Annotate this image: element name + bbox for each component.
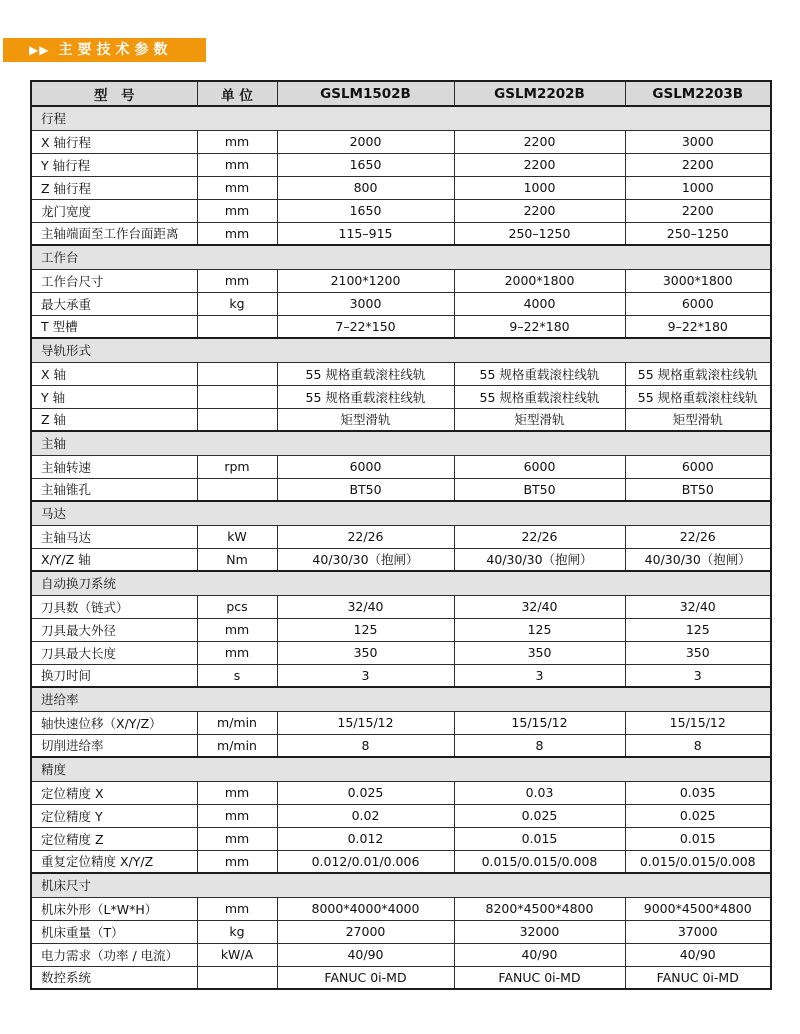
- table-row: [31, 966, 771, 989]
- table-row: [31, 827, 771, 850]
- unit-cell: rpm: [197, 455, 277, 478]
- table-row: [31, 199, 771, 222]
- value-cell: 0.012/0.01/0.006: [277, 850, 454, 873]
- value-cell: 15/15/12: [277, 711, 454, 734]
- unit-cell: mm: [197, 130, 277, 153]
- param-name: Y 轴行程: [31, 153, 197, 176]
- double-arrow-icon: ▶▶: [29, 43, 50, 57]
- table-row: [31, 455, 771, 478]
- section-title: 导轨形式: [31, 338, 771, 362]
- section-title: 马达: [31, 501, 771, 525]
- unit-cell: mm: [197, 176, 277, 199]
- value-cell: 55 规格重载滚柱线轨: [454, 385, 625, 408]
- value-cell: 125: [625, 618, 771, 641]
- value-cell: 800: [277, 176, 454, 199]
- unit-cell: mm: [197, 269, 277, 292]
- unit-cell: kg: [197, 920, 277, 943]
- value-cell: 3000: [625, 130, 771, 153]
- table-row: [31, 734, 771, 757]
- value-cell: 250–1250: [454, 222, 625, 245]
- unit-cell: mm: [197, 897, 277, 920]
- value-cell: 0.015: [625, 827, 771, 850]
- unit-cell: mm: [197, 641, 277, 664]
- param-name: 电力需求（功率 / 电流）: [31, 943, 197, 966]
- value-cell: 8000*4000*4000: [277, 897, 454, 920]
- param-name: X 轴行程: [31, 130, 197, 153]
- value-cell: 4000: [454, 292, 625, 315]
- value-cell: BT50: [454, 478, 625, 501]
- unit-cell: mm: [197, 618, 277, 641]
- value-cell: 115–915: [277, 222, 454, 245]
- param-name: 重复定位精度 X/Y/Z: [31, 850, 197, 873]
- section-row: [31, 338, 771, 362]
- unit-cell: mm: [197, 199, 277, 222]
- section-row: [31, 106, 771, 130]
- value-cell: 1650: [277, 199, 454, 222]
- param-name: X/Y/Z 轴: [31, 548, 197, 571]
- unit-cell: [197, 362, 277, 385]
- value-cell: 0.015: [454, 827, 625, 850]
- value-cell: BT50: [625, 478, 771, 501]
- param-name: 刀具最大外径: [31, 618, 197, 641]
- value-cell: 32/40: [277, 595, 454, 618]
- value-cell: 55 规格重载滚柱线轨: [277, 362, 454, 385]
- section-title-badge: [3, 38, 206, 62]
- table-row: [31, 478, 771, 501]
- value-cell: 1000: [454, 176, 625, 199]
- value-cell: FANUC 0i-MD: [625, 966, 771, 989]
- value-cell: 3: [277, 664, 454, 687]
- param-name: 数控系统: [31, 966, 197, 989]
- param-name: 定位精度 Y: [31, 804, 197, 827]
- value-cell: 9000*4500*4800: [625, 897, 771, 920]
- value-cell: 8: [625, 734, 771, 757]
- table-header: [31, 81, 771, 106]
- value-cell: 3000*1800: [625, 269, 771, 292]
- unit-cell: mm: [197, 804, 277, 827]
- value-cell: 矩型滑轨: [625, 408, 771, 431]
- value-cell: 0.015/0.015/0.008: [625, 850, 771, 873]
- unit-cell: m/min: [197, 711, 277, 734]
- value-cell: FANUC 0i-MD: [277, 966, 454, 989]
- param-name: 主轴锥孔: [31, 478, 197, 501]
- param-name: 刀具数（链式）: [31, 595, 197, 618]
- table-row: [31, 315, 771, 338]
- value-cell: 8200*4500*4800: [454, 897, 625, 920]
- value-cell: 55 规格重载滚柱线轨: [625, 362, 771, 385]
- param-name: X 轴: [31, 362, 197, 385]
- table-row: [31, 269, 771, 292]
- value-cell: 22/26: [277, 525, 454, 548]
- unit-cell: pcs: [197, 595, 277, 618]
- value-cell: 350: [454, 641, 625, 664]
- value-cell: 1650: [277, 153, 454, 176]
- section-row: [31, 245, 771, 269]
- param-name: Z 轴: [31, 408, 197, 431]
- param-name: 换刀时间: [31, 664, 197, 687]
- section-title: 精度: [31, 757, 771, 781]
- unit-cell: s: [197, 664, 277, 687]
- value-cell: 0.03: [454, 781, 625, 804]
- value-cell: 2200: [454, 130, 625, 153]
- value-cell: 2200: [625, 199, 771, 222]
- value-cell: 9–22*180: [625, 315, 771, 338]
- value-cell: 2200: [454, 199, 625, 222]
- table-row: [31, 362, 771, 385]
- table-row: [31, 920, 771, 943]
- value-cell: 3: [454, 664, 625, 687]
- value-cell: 40/30/30（抱闸）: [625, 548, 771, 571]
- table-row: [31, 897, 771, 920]
- spec-table: [30, 80, 772, 990]
- table-body: [31, 106, 771, 989]
- table-row: [31, 664, 771, 687]
- param-name: 轴快速位移（X/Y/Z）: [31, 711, 197, 734]
- value-cell: 15/15/12: [625, 711, 771, 734]
- param-name: Z 轴行程: [31, 176, 197, 199]
- unit-cell: [197, 385, 277, 408]
- value-cell: 3000: [277, 292, 454, 315]
- table-row: [31, 408, 771, 431]
- value-cell: 9–22*180: [454, 315, 625, 338]
- table-header-row: [31, 81, 771, 106]
- value-cell: 37000: [625, 920, 771, 943]
- unit-cell: Nm: [197, 548, 277, 571]
- unit-cell: mm: [197, 827, 277, 850]
- value-cell: 125: [277, 618, 454, 641]
- value-cell: FANUC 0i-MD: [454, 966, 625, 989]
- value-cell: 6000: [625, 455, 771, 478]
- value-cell: 2000*1800: [454, 269, 625, 292]
- param-name: 机床外形（L*W*H）: [31, 897, 197, 920]
- value-cell: 250–1250: [625, 222, 771, 245]
- param-name: 定位精度 X: [31, 781, 197, 804]
- value-cell: 0.035: [625, 781, 771, 804]
- table-row: [31, 525, 771, 548]
- value-cell: 55 规格重载滚柱线轨: [454, 362, 625, 385]
- table-row: [31, 153, 771, 176]
- param-name: 主轴端面至工作台面距离: [31, 222, 197, 245]
- table-row: [31, 641, 771, 664]
- column-header: GSLM1502B: [277, 81, 454, 106]
- section-title: 进给率: [31, 687, 771, 711]
- value-cell: 350: [277, 641, 454, 664]
- value-cell: 6000: [625, 292, 771, 315]
- unit-cell: kW: [197, 525, 277, 548]
- param-name: 机床重量（T）: [31, 920, 197, 943]
- value-cell: 矩型滑轨: [277, 408, 454, 431]
- column-header: 单 位: [197, 81, 277, 106]
- value-cell: 22/26: [454, 525, 625, 548]
- value-cell: 7–22*150: [277, 315, 454, 338]
- value-cell: 8: [277, 734, 454, 757]
- value-cell: 0.012: [277, 827, 454, 850]
- value-cell: 15/15/12: [454, 711, 625, 734]
- value-cell: 55 规格重载滚柱线轨: [625, 385, 771, 408]
- unit-cell: mm: [197, 850, 277, 873]
- table-row: [31, 711, 771, 734]
- value-cell: 32/40: [625, 595, 771, 618]
- value-cell: 55 规格重载滚柱线轨: [277, 385, 454, 408]
- value-cell: 2200: [625, 153, 771, 176]
- section-row: [31, 873, 771, 897]
- table-row: [31, 943, 771, 966]
- section-title: 自动换刀系统: [31, 571, 771, 595]
- param-name: 最大承重: [31, 292, 197, 315]
- unit-cell: [197, 408, 277, 431]
- param-name: 主轴马达: [31, 525, 197, 548]
- value-cell: 40/30/30（抱闸）: [454, 548, 625, 571]
- section-title: 行程: [31, 106, 771, 130]
- column-header: GSLM2203B: [625, 81, 771, 106]
- value-cell: 2000: [277, 130, 454, 153]
- value-cell: 27000: [277, 920, 454, 943]
- value-cell: 8: [454, 734, 625, 757]
- value-cell: 22/26: [625, 525, 771, 548]
- unit-cell: kg: [197, 292, 277, 315]
- unit-cell: mm: [197, 781, 277, 804]
- section-title: 工作台: [31, 245, 771, 269]
- table-row: [31, 618, 771, 641]
- column-header: 型 号: [31, 81, 197, 106]
- param-name: 定位精度 Z: [31, 827, 197, 850]
- param-name: Y 轴: [31, 385, 197, 408]
- table-row: [31, 292, 771, 315]
- value-cell: 350: [625, 641, 771, 664]
- unit-cell: mm: [197, 153, 277, 176]
- unit-cell: mm: [197, 222, 277, 245]
- value-cell: 40/90: [277, 943, 454, 966]
- value-cell: 32000: [454, 920, 625, 943]
- value-cell: 0.02: [277, 804, 454, 827]
- page-title: 主要技术参数: [58, 42, 173, 58]
- param-name: 主轴转速: [31, 455, 197, 478]
- value-cell: 0.025: [454, 804, 625, 827]
- column-header: GSLM2202B: [454, 81, 625, 106]
- table-row: [31, 385, 771, 408]
- unit-cell: m/min: [197, 734, 277, 757]
- section-title: 机床尺寸: [31, 873, 771, 897]
- table-row: [31, 781, 771, 804]
- value-cell: 6000: [454, 455, 625, 478]
- value-cell: 40/90: [454, 943, 625, 966]
- table-row: [31, 222, 771, 245]
- value-cell: 2100*1200: [277, 269, 454, 292]
- param-name: 刀具最大长度: [31, 641, 197, 664]
- param-name: T 型槽: [31, 315, 197, 338]
- param-name: 工作台尺寸: [31, 269, 197, 292]
- value-cell: 0.015/0.015/0.008: [454, 850, 625, 873]
- value-cell: 40/90: [625, 943, 771, 966]
- unit-cell: kW/A: [197, 943, 277, 966]
- unit-cell: [197, 478, 277, 501]
- table-row: [31, 176, 771, 199]
- param-name: 龙门宽度: [31, 199, 197, 222]
- value-cell: 3: [625, 664, 771, 687]
- table-row: [31, 850, 771, 873]
- value-cell: 0.025: [625, 804, 771, 827]
- value-cell: BT50: [277, 478, 454, 501]
- param-name: 切削进给率: [31, 734, 197, 757]
- value-cell: 125: [454, 618, 625, 641]
- section-row: [31, 757, 771, 781]
- section-title: 主轴: [31, 431, 771, 455]
- section-row: [31, 571, 771, 595]
- value-cell: 6000: [277, 455, 454, 478]
- table-row: [31, 595, 771, 618]
- table-row: [31, 804, 771, 827]
- value-cell: 1000: [625, 176, 771, 199]
- table-row: [31, 130, 771, 153]
- value-cell: 0.025: [277, 781, 454, 804]
- table-row: [31, 548, 771, 571]
- value-cell: 40/30/30（抱闸）: [277, 548, 454, 571]
- section-row: [31, 501, 771, 525]
- value-cell: 32/40: [454, 595, 625, 618]
- unit-cell: [197, 315, 277, 338]
- value-cell: 矩型滑轨: [454, 408, 625, 431]
- value-cell: 2200: [454, 153, 625, 176]
- section-row: [31, 687, 771, 711]
- section-row: [31, 431, 771, 455]
- unit-cell: [197, 966, 277, 989]
